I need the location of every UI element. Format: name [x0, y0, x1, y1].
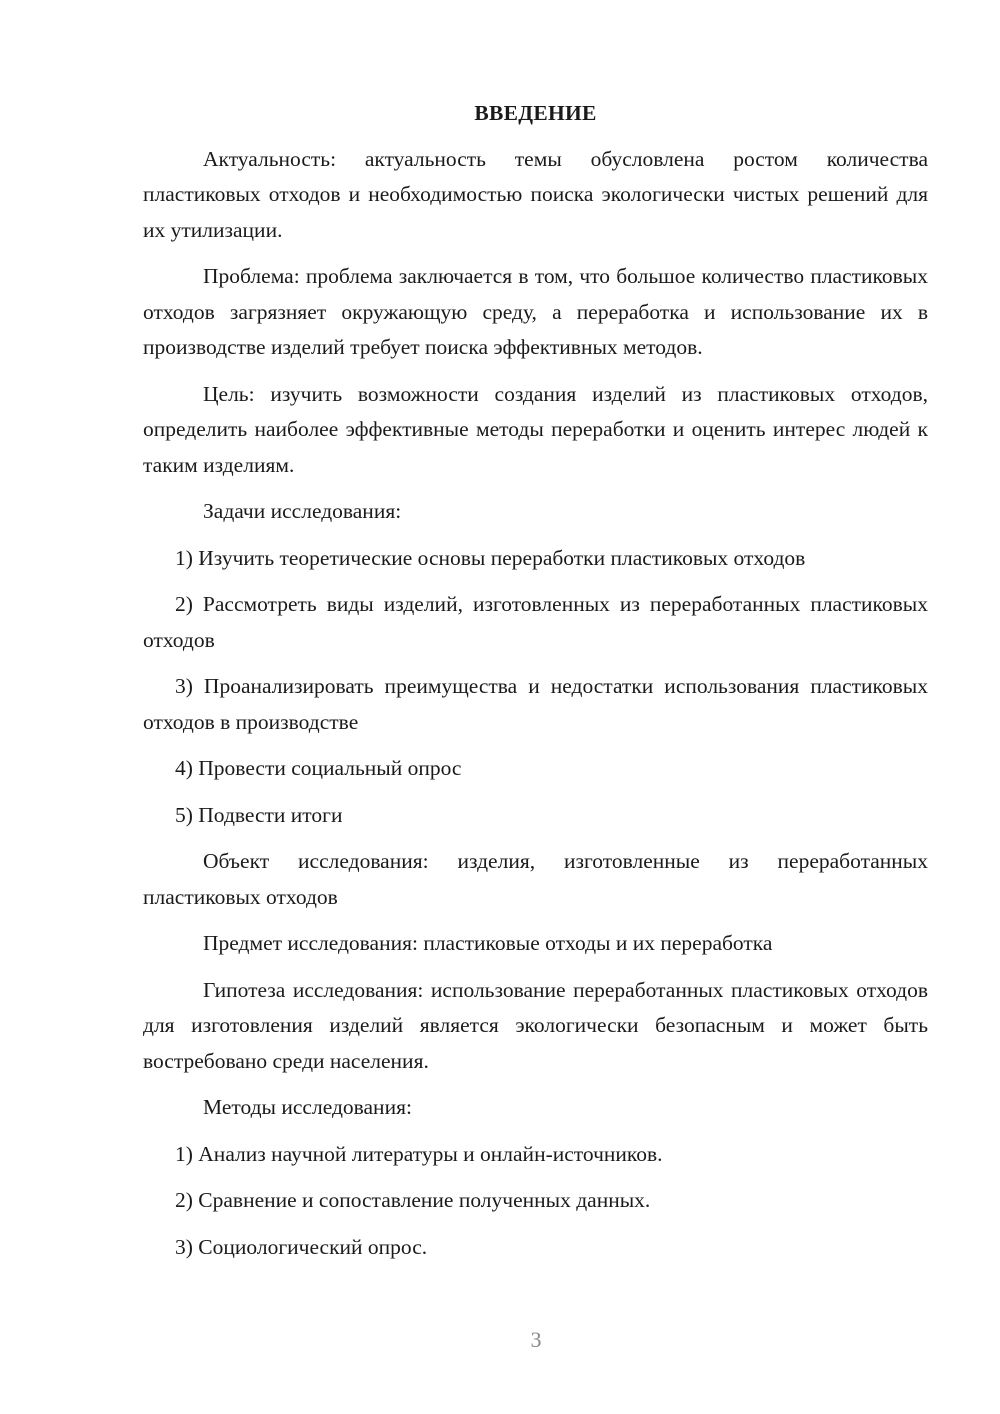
task-item-4: 4) Провести социальный опрос	[175, 756, 462, 780]
method-item-2: 2) Сравнение и сопоставление полученных данных.	[175, 1188, 651, 1212]
paragraph-problem: Проблема: проблема заключается в том, что большое количество пластиковых отходов загрязняет окружающую среду, а переработка и использование их в производстве изделий требует поиска эффективных методов.	[143, 264, 928, 359]
paragraph-goal: Цель: изучить возможности создания изделий из пластиковых отходов, определить наиболее эффективные методы переработки и оценить интерес людей к таким изделиям.	[143, 381, 928, 477]
page-content	[143, 96, 928, 1276]
body-text	[143, 142, 928, 1266]
task-item-2: 2) Рассмотреть виды изделий, изготовленных из переработанных пластиковых отходов	[143, 592, 928, 652]
paragraph-subject: Предмет исследования: пластиковые отходы и их переработка	[203, 931, 773, 955]
paragraph-relevance: Актуальность: актуальность темы обусловлена ростом количества пластиковых отходов и необходимостью поиска экологически чистых решений для их утилизации.	[143, 146, 928, 242]
task-item-5: 5) Подвести итоги	[175, 802, 343, 827]
paragraph-object: Объект исследования: изделия, изготовленные из переработанных пластиковых отходов	[143, 849, 928, 909]
page-number: 3	[530, 1327, 542, 1352]
paragraph-hypothesis: Гипотеза исследования: использование переработанных пластиковых отходов для изготовления изделий является экологически безопасным и может быть востребовано среди населения.	[143, 977, 928, 1073]
paragraph-methods-heading: Методы исследования:	[203, 1095, 412, 1119]
page-title: ВВЕДЕНИЕ	[474, 101, 597, 125]
method-item-3: 3) Социологический опрос.	[175, 1234, 428, 1259]
task-item-3: 3) Проанализировать преимущества и недостатки использования пластиковых отходов в производстве	[143, 674, 928, 734]
method-item-1: 1) Анализ научной литературы и онлайн-источников.	[175, 1141, 663, 1166]
paragraph-tasks-heading: Задачи исследования:	[203, 499, 402, 523]
task-item-1: 1) Изучить теоретические основы переработки пластиковых отходов	[175, 545, 806, 570]
